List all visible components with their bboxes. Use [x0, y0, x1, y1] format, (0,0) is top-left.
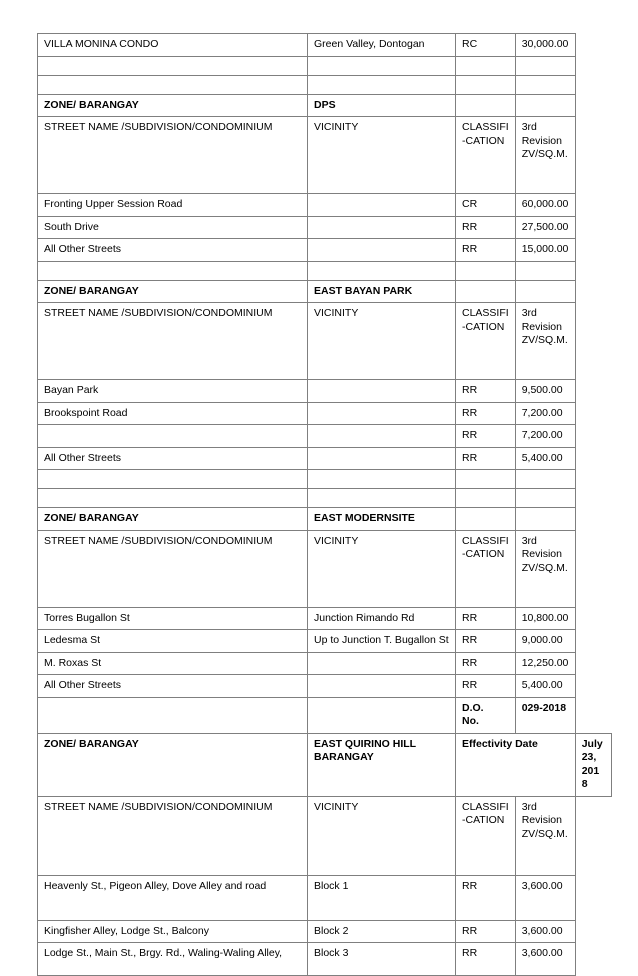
margin-spacer [575, 261, 611, 280]
table-row [38, 875, 612, 920]
margin-spacer [575, 875, 611, 920]
street-cell [38, 261, 308, 280]
street-cell: Kingfisher Alley, Lodge St., Balcony [38, 920, 308, 943]
margin-spacer [575, 280, 611, 303]
vicinity-cell [308, 470, 456, 489]
zonal-value-table [37, 33, 612, 976]
table-row [38, 796, 612, 875]
street-cell [38, 75, 308, 94]
margin-spacer [575, 489, 611, 508]
classification-cell [456, 470, 516, 489]
table-row [38, 530, 612, 607]
vicinity-cell: Block 3 [308, 943, 456, 976]
classification-cell: RR [456, 216, 516, 239]
street-cell [38, 489, 308, 508]
margin-spacer [575, 194, 611, 217]
classification-cell: RR [456, 652, 516, 675]
table-row [38, 94, 612, 117]
margin-spacer [575, 75, 611, 94]
classification-cell: RR [456, 630, 516, 653]
table-row [38, 402, 612, 425]
classification-cell: RR [456, 607, 516, 630]
vicinity-cell [308, 261, 456, 280]
vicinity-cell [308, 216, 456, 239]
street-cell: Ledesma St [38, 630, 308, 653]
table-row [38, 261, 612, 280]
margin-spacer [575, 425, 611, 448]
vicinity-cell [308, 425, 456, 448]
table-row [38, 675, 612, 698]
street-cell [38, 697, 308, 733]
zonal-value-cell: 5,400.00 [515, 675, 575, 698]
table-row [38, 920, 612, 943]
zonal-value-cell [515, 489, 575, 508]
table-row [38, 943, 612, 976]
table-row [38, 425, 612, 448]
vicinity-cell: Junction Rimando Rd [308, 607, 456, 630]
classification-cell [456, 261, 516, 280]
table-row [38, 630, 612, 653]
zonal-value-cell [515, 280, 575, 303]
zonal-value-cell: 3rd Revision ZV/SQ.M. [515, 117, 575, 194]
street-cell: Torres Bugallon St [38, 607, 308, 630]
zonal-value-cell [515, 261, 575, 280]
table-row [38, 239, 612, 262]
zonal-value-cell [515, 470, 575, 489]
classification-cell [456, 75, 516, 94]
street-cell [38, 425, 308, 448]
street-cell: Brookspoint Road [38, 402, 308, 425]
classification-cell: RR [456, 875, 516, 920]
table-row [38, 117, 612, 194]
street-cell: Fronting Upper Session Road [38, 194, 308, 217]
street-cell: All Other Streets [38, 239, 308, 262]
zonal-value-cell: 3rd Revision ZV/SQ.M. [515, 303, 575, 380]
vicinity-cell [308, 447, 456, 470]
table-row [38, 280, 612, 303]
classification-cell: RR [456, 447, 516, 470]
zonal-value-cell [515, 508, 575, 531]
table-row [38, 34, 612, 57]
table-row [38, 75, 612, 94]
vicinity-cell [308, 194, 456, 217]
zonal-value-cell [515, 56, 575, 75]
vicinity-cell: VICINITY [308, 530, 456, 607]
vicinity-cell: VICINITY [308, 796, 456, 875]
zonal-value-cell: 3rd Revision ZV/SQ.M. [515, 796, 575, 875]
margin-spacer [575, 94, 611, 117]
zonal-value-cell: 9,000.00 [515, 630, 575, 653]
table-row [38, 303, 612, 380]
street-cell: All Other Streets [38, 447, 308, 470]
classification-cell: RR [456, 943, 516, 976]
street-cell: All Other Streets [38, 675, 308, 698]
margin-spacer [575, 943, 611, 976]
margin-spacer [575, 920, 611, 943]
street-cell: VILLA MONINA CONDO [38, 34, 308, 57]
vicinity-cell: EAST MODERNSITE [308, 508, 456, 531]
vicinity-cell [308, 239, 456, 262]
classification-cell: CLASSIFI -CATION [456, 796, 516, 875]
street-cell: ZONE/ BARANGAY [38, 733, 308, 796]
street-cell: ZONE/ BARANGAY [38, 94, 308, 117]
vicinity-cell [308, 75, 456, 94]
table-row [38, 56, 612, 75]
table-row [38, 733, 612, 796]
vicinity-cell [308, 675, 456, 698]
zonal-value-cell: 3,600.00 [515, 875, 575, 920]
zonal-value-cell: 10,800.00 [515, 607, 575, 630]
table-row [38, 470, 612, 489]
vicinity-cell: VICINITY [308, 303, 456, 380]
zonal-value-cell [515, 94, 575, 117]
margin-spacer [575, 117, 611, 194]
street-cell: Bayan Park [38, 380, 308, 403]
table-row [38, 194, 612, 217]
street-cell: ZONE/ BARANGAY [38, 280, 308, 303]
classification-cell: RR [456, 425, 516, 448]
zonal-value-cell: 27,500.00 [515, 216, 575, 239]
street-cell: STREET NAME /SUBDIVISION/CONDOMINIUM [38, 117, 308, 194]
margin-spacer [575, 675, 611, 698]
vicinity-cell [308, 380, 456, 403]
classification-cell: RC [456, 34, 516, 57]
vicinity-cell [308, 56, 456, 75]
street-cell: STREET NAME /SUBDIVISION/CONDOMINIUM [38, 303, 308, 380]
street-cell [38, 470, 308, 489]
street-cell [38, 56, 308, 75]
table-row [38, 380, 612, 403]
table-row [38, 607, 612, 630]
classification-cell [456, 280, 516, 303]
zonal-value-cell: 9,500.00 [515, 380, 575, 403]
zonal-value-cell: 15,000.00 [515, 239, 575, 262]
table-row [38, 508, 612, 531]
street-cell: STREET NAME /SUBDIVISION/CONDOMINIUM [38, 530, 308, 607]
vicinity-cell: EAST QUIRINO HILL BARANGAY [308, 733, 456, 796]
classification-cell: CLASSIFI -CATION [456, 303, 516, 380]
vicinity-cell: VICINITY [308, 117, 456, 194]
zonal-value-cell: 029-2018 [515, 697, 575, 733]
vicinity-cell [308, 489, 456, 508]
zonal-value-cell: 7,200.00 [515, 402, 575, 425]
vicinity-cell: Green Valley, Dontogan [308, 34, 456, 57]
effectivity-date-cell: July 23, 201 8 [575, 733, 611, 796]
classification-cell: RR [456, 239, 516, 262]
margin-spacer [575, 630, 611, 653]
street-cell: Heavenly St., Pigeon Alley, Dove Alley and road [38, 875, 308, 920]
street-cell: Lodge St., Main St., Brgy. Rd., Waling-Waling Alley, [38, 943, 308, 976]
classification-cell: RR [456, 675, 516, 698]
zonal-value-cell: 5,400.00 [515, 447, 575, 470]
table-row [38, 216, 612, 239]
margin-spacer [575, 34, 611, 57]
street-cell: STREET NAME /SUBDIVISION/CONDOMINIUM [38, 796, 308, 875]
margin-spacer [575, 303, 611, 380]
table-row [38, 652, 612, 675]
vicinity-cell: Block 1 [308, 875, 456, 920]
zonal-value-cell: 12,250.00 [515, 652, 575, 675]
table-row [38, 447, 612, 470]
zonal-value-cell: 30,000.00 [515, 34, 575, 57]
classification-cell: CLASSIFI -CATION [456, 530, 516, 607]
classification-cell [456, 489, 516, 508]
classification-cell: RR [456, 380, 516, 403]
margin-spacer [575, 447, 611, 470]
margin-spacer [575, 796, 611, 875]
margin-spacer [575, 216, 611, 239]
classification-cell [456, 94, 516, 117]
classification-cell: D.O. No. [456, 697, 516, 733]
zonal-value-cell: 3,600.00 [515, 920, 575, 943]
vicinity-cell: Up to Junction T. Bugallon St [308, 630, 456, 653]
classification-cell: RR [456, 402, 516, 425]
vicinity-cell [308, 402, 456, 425]
margin-spacer [575, 697, 611, 733]
margin-spacer [575, 239, 611, 262]
classification-cell: CR [456, 194, 516, 217]
street-cell: South Drive [38, 216, 308, 239]
table-row [38, 489, 612, 508]
vicinity-cell: DPS [308, 94, 456, 117]
margin-spacer [575, 530, 611, 607]
vicinity-cell [308, 652, 456, 675]
street-cell: M. Roxas St [38, 652, 308, 675]
margin-spacer [575, 652, 611, 675]
margin-spacer [575, 56, 611, 75]
vicinity-cell: EAST BAYAN PARK [308, 280, 456, 303]
classification-cell: RR [456, 920, 516, 943]
zonal-value-cell [515, 75, 575, 94]
classification-cell: Effectivity Date [456, 733, 576, 796]
zonal-value-cell: 60,000.00 [515, 194, 575, 217]
margin-spacer [575, 380, 611, 403]
margin-spacer [575, 470, 611, 489]
margin-spacer [575, 402, 611, 425]
margin-spacer [575, 607, 611, 630]
vicinity-cell [308, 697, 456, 733]
zonal-value-cell: 3,600.00 [515, 943, 575, 976]
table-row [38, 697, 612, 733]
street-cell: ZONE/ BARANGAY [38, 508, 308, 531]
classification-cell [456, 508, 516, 531]
vicinity-cell: Block 2 [308, 920, 456, 943]
margin-spacer [575, 508, 611, 531]
zonal-value-cell: 3rd Revision ZV/SQ.M. [515, 530, 575, 607]
classification-cell [456, 56, 516, 75]
zonal-value-cell: 7,200.00 [515, 425, 575, 448]
classification-cell: CLASSIFI -CATION [456, 117, 516, 194]
